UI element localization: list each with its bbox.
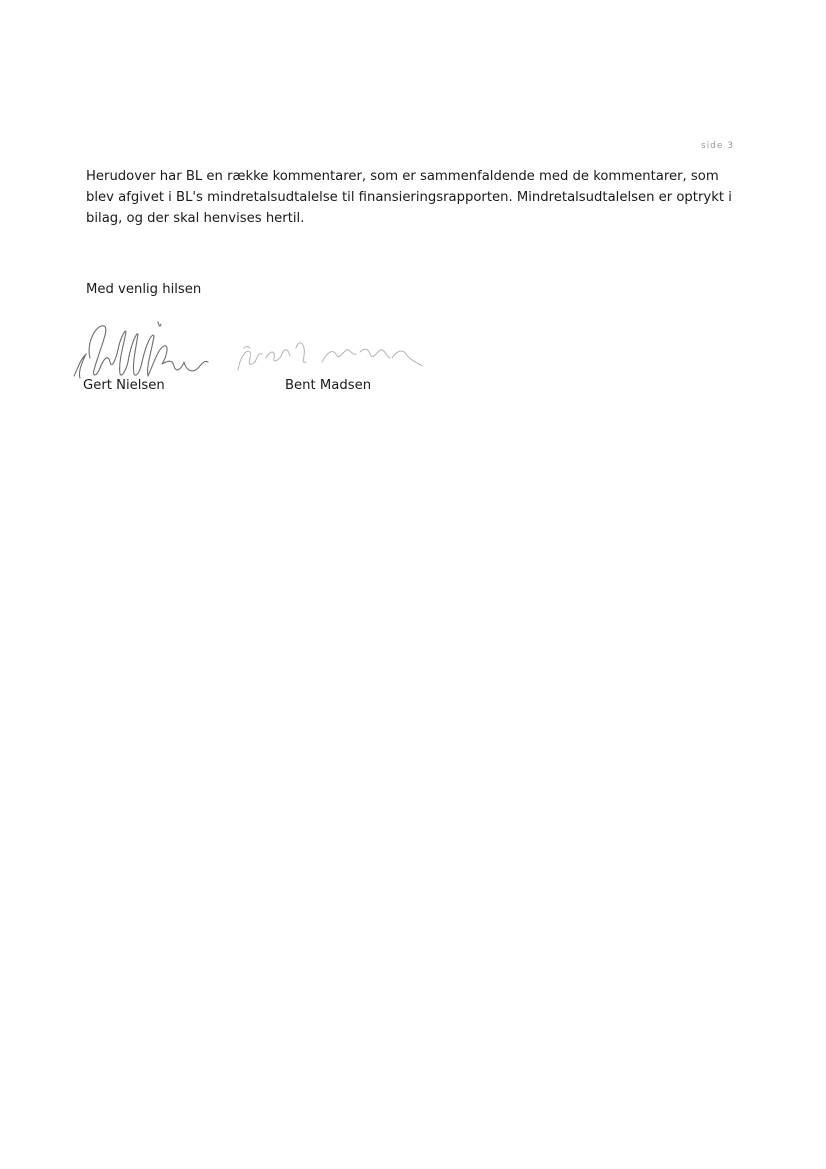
signatory-name-gert: Gert Nielsen: [83, 378, 165, 393]
signatory-name-bent: Bent Madsen: [285, 378, 372, 393]
handwritten-signature-bent: [226, 318, 446, 378]
closing-greeting: Med venlig hilsen: [86, 282, 202, 297]
page-number: side 3: [700, 141, 734, 151]
body-paragraph: Herudover har BL en række kommentarer, som er sammenfaldende med de kommentarer, som blev afgivet i BL's mindretalsudtalelse til finansieringsrapporten. Mindretalsudtalelsen er optrykt i bilag, og der skal henvises hertil.: [86, 169, 732, 226]
signature-block-gert-nielsen: [66, 318, 226, 398]
signature-block-bent-madsen: [226, 318, 446, 398]
